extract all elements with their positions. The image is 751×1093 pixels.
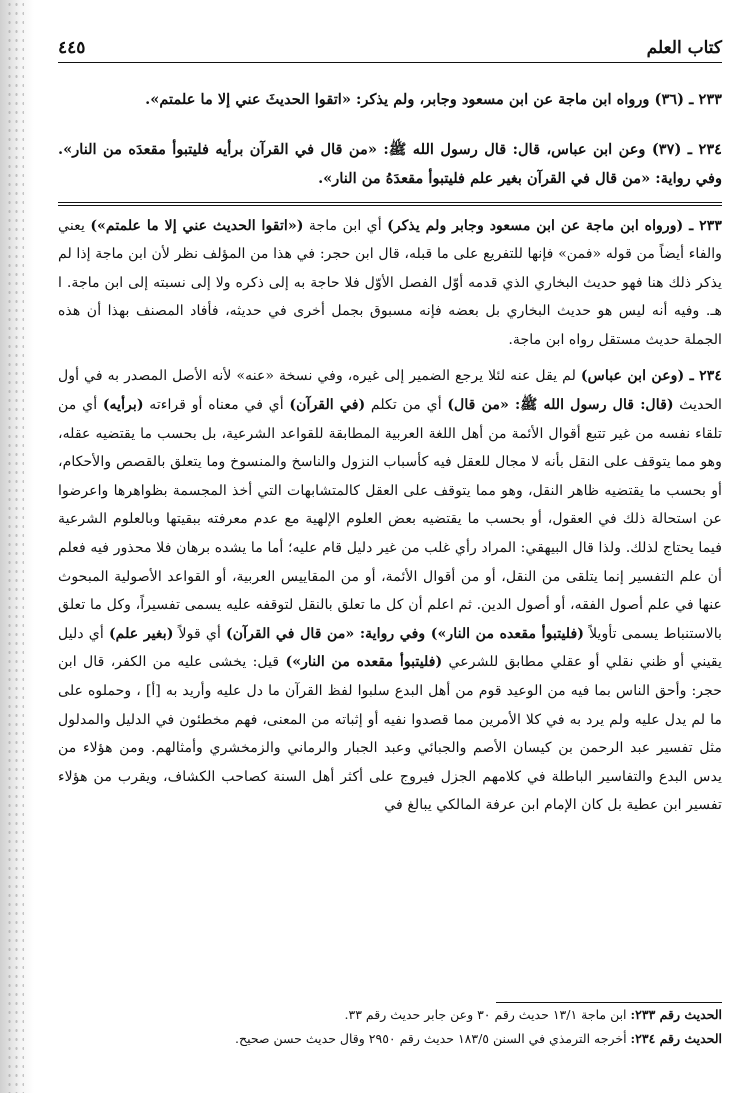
footnote-label: الحديث رقم ٢٣٤: [630, 1031, 722, 1046]
section-divider [58, 202, 722, 206]
running-header [58, 36, 722, 63]
commentary-234-heading: ٢٣٤ ـ (وعن ابن عباس) [580, 368, 722, 385]
commentary-text: أي في معناه أو قراءته [143, 397, 290, 414]
commentary-text: أي من تلقاء نفسه من غير تتبع أقوال الأئمة من أهل اللغة العربية المطابقة للقواعد الشرعية، بل بحسب ما يقتضيه عقله، وهو مما يتوقف على النقل بأنه لا مجال للعقل فيه كأسباب النزول والناسخ والمنسوخ وما يتعلق بالقصص والأحكام، أو بحسب ما يقتضيه ظاهر النقل، وهو مما يتوقف على العقل كالمتشابهات التي أخذ المجسمة بظواهرها واعرضوا عن استحالة ذلك في العقول، أو بحسب ما يقتضيه بعض العلوم الإلهية مع عدم معرفته ببقيتها وبالعلوم الشرعية فيما يحتاج لذلك. ولذا قال البيهقي: المراد رأي غلب من غير دليل قام عليه؛ أما ما يشده برهان فلا محذور فيه فعلم أن علم التفسير إنما يتلقى من النقل، أو من أقوال الأئمة، أو من المقاييس العربية، أو القواعد الأصولية المبحوث عنها في علم أصول الفقه، أو أصول الدين. ثم اعلم أن كل ما تعلق بالنقل لتوقفه عليه يسمى تفسيراً، وكل ما تعلق بالاستنباط يسمى تأويلاً [58, 397, 722, 642]
quoted-phrase: (فليتبوأ مقعده من النار») وفي رواية: «من قال في القرآن) [226, 625, 584, 642]
quoted-phrase: (فليتبوأ مقعده من النار») [285, 654, 443, 671]
commentary-text: قيل: يخشى عليه من الكفر، قال ابن حجر: وأحق الناس بما فيه من الوعيد قوم من أهل البدع سلبوا لفظ القرآن ما دل عليه وأريد به [أ] ، وحملوه على ما لم يدل عليه ولم يرد به في كلا الأمرين مما قصدوا نفيه أو إثباته من المعنى، فهم مخطئون في الدليل والمدلول مثل تفسير عبد الرحمن بن كيسان الأصم والجبائي وعبد الجبار والرماني والزمخشري وأمثالهم. ومن هؤلاء من يدس البدع والتفاسير الباطلة في كلامهم الجزل فيروج على أكثر أهل السنة كصاحب الكشاف، ويقرب من هؤلاء تفسير ابن عطية بل كان الإمام ابن عرفة المالكي يبالغ في [58, 654, 722, 814]
commentary-text: يعني والفاء أيضاً من قوله «فمن» فإنها للتفريع على ما قبله، قال ابن حجر: في هذا من المؤلف نظر لأن ابن ماجة إذا لم يذكر ذلك هنا فهو حديث البخاري الذي قدمه أوّل الفصل الأوّل فلا حاجة به إلى ذكره ولا إلى نسبته إلى ابن ماجة. ا هـ. وفيه أنه ليس هو حديث البخاري بل بعضه فإنه مسبوق بجمل أخرى في حديثه، فأفاد المصنف بهذا أن هذه الجملة حديث مستقل رواه ابن ماجة. [58, 217, 722, 348]
footnote-label: الحديث رقم ٢٣٣: [630, 1007, 722, 1022]
commentary-233-heading: ٢٣٣ ـ (ورواه ابن ماجة عن ابن مسعود وجابر ولم يذكر) [387, 217, 722, 234]
commentary-text: لم يقل عنه لئلا يرجع الضمير إلى غيره، وفي نسخة «عنه» لأنه الأصل المصدر به في أول الحديث [58, 368, 723, 414]
book-page [58, 36, 722, 1068]
commentary-text: أي دليل يقيني أو ظني نقلي أو عقلي مطابق للشرعي [58, 625, 723, 671]
hadith-234: ٢٣٤ ـ (٣٧) وعن ابن عباس، قال: قال رسول الله ﷺ: «من قال في القرآن برأيه فليتبوأ مقعدَه من النار». وفي رواية: «من قال في القرآن بغير علم فليتبوأ مقعدَهُ من النار». [58, 140, 722, 187]
hadith-233: ٢٣٣ ـ (٣٦) ورواه ابن ماجة عن ابن مسعود وجابر، ولم يذكر: «اتقوا الحديثَ عني إلا ما علمتم». [145, 91, 722, 108]
footnote-text: ابن ماجة ١٣/١ حديث رقم ٣٠ وعن جابر حديث رقم ٣٣. [344, 1007, 631, 1022]
commentary-233 [58, 212, 722, 355]
quoted-phrase: (برأيه) [102, 397, 144, 414]
quoted-phrase: (قال: قال رسول الله ﷺ: «من قال) [447, 397, 674, 414]
commentary-section [58, 212, 722, 820]
footnotes [58, 1002, 722, 1051]
commentary-text: أي قولاً [173, 625, 227, 642]
page-number: ٤٤٥ [58, 38, 86, 58]
commentary-text: أي من تكلم [365, 397, 448, 414]
binding-texture [6, 0, 24, 1093]
commentary-text: أي ابن ماجة [303, 217, 388, 234]
quoted-phrase: (بغير علم) [108, 625, 174, 642]
page-binding-edge [0, 0, 34, 1093]
footnote-234 [58, 1027, 722, 1051]
footnote-text: أخرجه الترمذي في السنن ١٨٣/٥ حديث رقم ٢٩٥٠ وقال حديث حسن صحيح. [235, 1031, 631, 1046]
footnote-233 [58, 1003, 722, 1027]
book-title: كتاب العلم [646, 38, 722, 58]
commentary-234 [58, 362, 722, 820]
quoted-phrase: (في القرآن) [289, 397, 366, 414]
quoted-phrase: («اتقوا الحديث عني إلا ما علمتم») [90, 217, 304, 234]
